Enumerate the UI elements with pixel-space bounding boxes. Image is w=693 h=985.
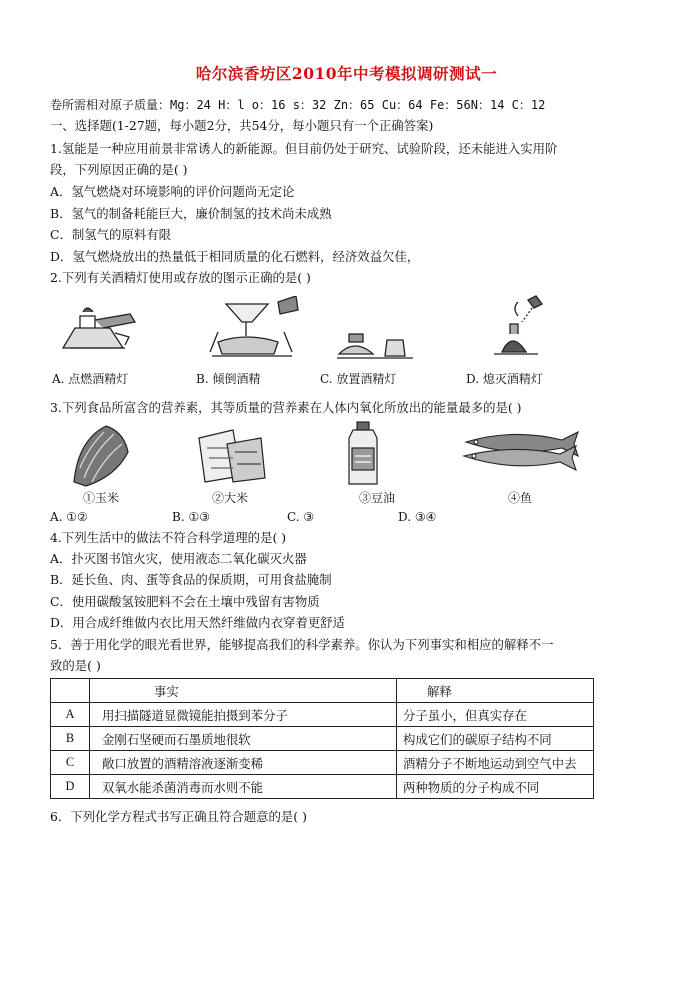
q4-stem: 4.下列生活中的做法不符合科学道理的是( ) — [50, 530, 287, 545]
q2-option-b: B. 倾倒酒精 — [196, 372, 261, 386]
q2-option-c: C. 放置酒精灯 — [320, 372, 397, 386]
q3-item-oil: ③豆油 — [359, 491, 396, 505]
row-explain: 构成它们的碳原子结构不同 — [397, 727, 594, 751]
row-fact: 用扫描隧道显微镜能拍摄到苯分子 — [90, 703, 397, 727]
q3-stem: 3.下列食品所富含的营养素，其等质量的营养素在人体内氧化所放出的能量最多的是( ) — [50, 400, 522, 415]
q3-option-d: D. ③④ — [398, 510, 437, 524]
table-header-explain: 解释 — [397, 679, 594, 703]
soybean-oil-figure — [343, 420, 383, 488]
q1-option-b: B．氢气的制备耗能巨大，廉价制氢的技术尚未成熟 — [50, 206, 332, 221]
table-header-fact: 事实 — [90, 679, 397, 703]
table-header-blank — [51, 679, 90, 703]
row-explain: 酒精分子不断地运动到空气中去 — [397, 751, 594, 775]
facts-table — [50, 678, 594, 799]
q2-option-d: D. 熄灭酒精灯 — [466, 372, 543, 386]
placing-lamp-figure — [335, 320, 415, 364]
row-key: A — [51, 703, 90, 727]
table-row — [51, 775, 594, 799]
section-heading: 一、选择题(1-27题，每小题2分，共54分，每小题只有一个正确答案) — [50, 118, 434, 133]
table-row — [51, 751, 594, 775]
page-title: 哈尔滨香坊区2010年中考模拟调研测试一 — [195, 64, 498, 83]
q2-stem: 2.下列有关酒精灯使用或存放的图示正确的是( ) — [50, 270, 311, 285]
corn-figure — [66, 422, 136, 488]
q3-item-fish: ④鱼 — [508, 491, 533, 505]
q4-option-b: B．延长鱼、肉、蛋等食品的保质期，可用食盐腌制 — [50, 572, 332, 587]
rice-figure — [193, 424, 269, 486]
q3-item-rice: ②大米 — [212, 491, 249, 505]
q1-stem-line2: 段，下列原因正确的是( ) — [50, 162, 188, 177]
table-row — [51, 703, 594, 727]
lighting-lamp-figure — [55, 298, 145, 360]
table-row — [51, 727, 594, 751]
row-explain: 两种物质的分子构成不同 — [397, 775, 594, 799]
q3-item-corn: ①玉米 — [83, 491, 120, 505]
table-header-row — [51, 679, 594, 703]
extinguishing-lamp-figure — [488, 294, 558, 362]
row-fact: 金刚石坚硬而石墨质地很软 — [90, 727, 397, 751]
q1-option-c: C．制氢气的原料有限 — [50, 227, 171, 242]
row-key: D — [51, 775, 90, 799]
q6-stem: 6．下列化学方程式书写正确且符合题意的是( ) — [50, 809, 307, 824]
row-fact: 敞口放置的酒精溶液逐渐变稀 — [90, 751, 397, 775]
atomic-mass-line: 卷所需相对原子质量：Mg：24 H：l o：16 s：32 Zn：65 Cu：64 Fe：56N：14 C：12 — [50, 98, 546, 112]
row-key: C — [51, 751, 90, 775]
q1-option-a: A．氢气燃烧对环境影响的评价问题尚无定论 — [50, 184, 295, 199]
row-explain: 分子虽小，但真实存在 — [397, 703, 594, 727]
row-fact: 双氧水能杀菌消毒而水则不能 — [90, 775, 397, 799]
q1-option-d: D．氢气燃烧放出的热量低于相同质量的化石燃料，经济效益欠佳， — [50, 249, 420, 264]
q2-option-a: A. 点燃酒精灯 — [52, 372, 129, 386]
q3-option-a: A. ①② — [50, 510, 88, 524]
pouring-alcohol-figure — [208, 296, 300, 362]
q5-stem-line1: 5．善于用化学的眼光看世界，能够提高我们的科学素养。你认为下列事实和相应的解释不一 — [50, 637, 554, 652]
q5-stem-line2: 致的是( ) — [50, 658, 101, 673]
q1-stem-line1: 1.氢能是一种应用前景非常诱人的新能源。但目前仍处于研究、试验阶段，还未能进入实用阶 — [50, 141, 558, 156]
q3-option-c: C. ③ — [287, 510, 315, 524]
q4-option-a: A．扑灭图书馆火灾，使用液态二氧化碳灭火器 — [50, 551, 307, 566]
fish-figure — [462, 428, 582, 478]
q4-option-d: D．用合成纤维做内衣比用天然纤维做内衣穿着更舒适 — [50, 615, 345, 630]
q4-option-c: C．使用碳酸氢铵肥料不会在土壤中残留有害物质 — [50, 594, 320, 609]
row-key: B — [51, 727, 90, 751]
q3-option-b: B. ①③ — [172, 510, 210, 524]
